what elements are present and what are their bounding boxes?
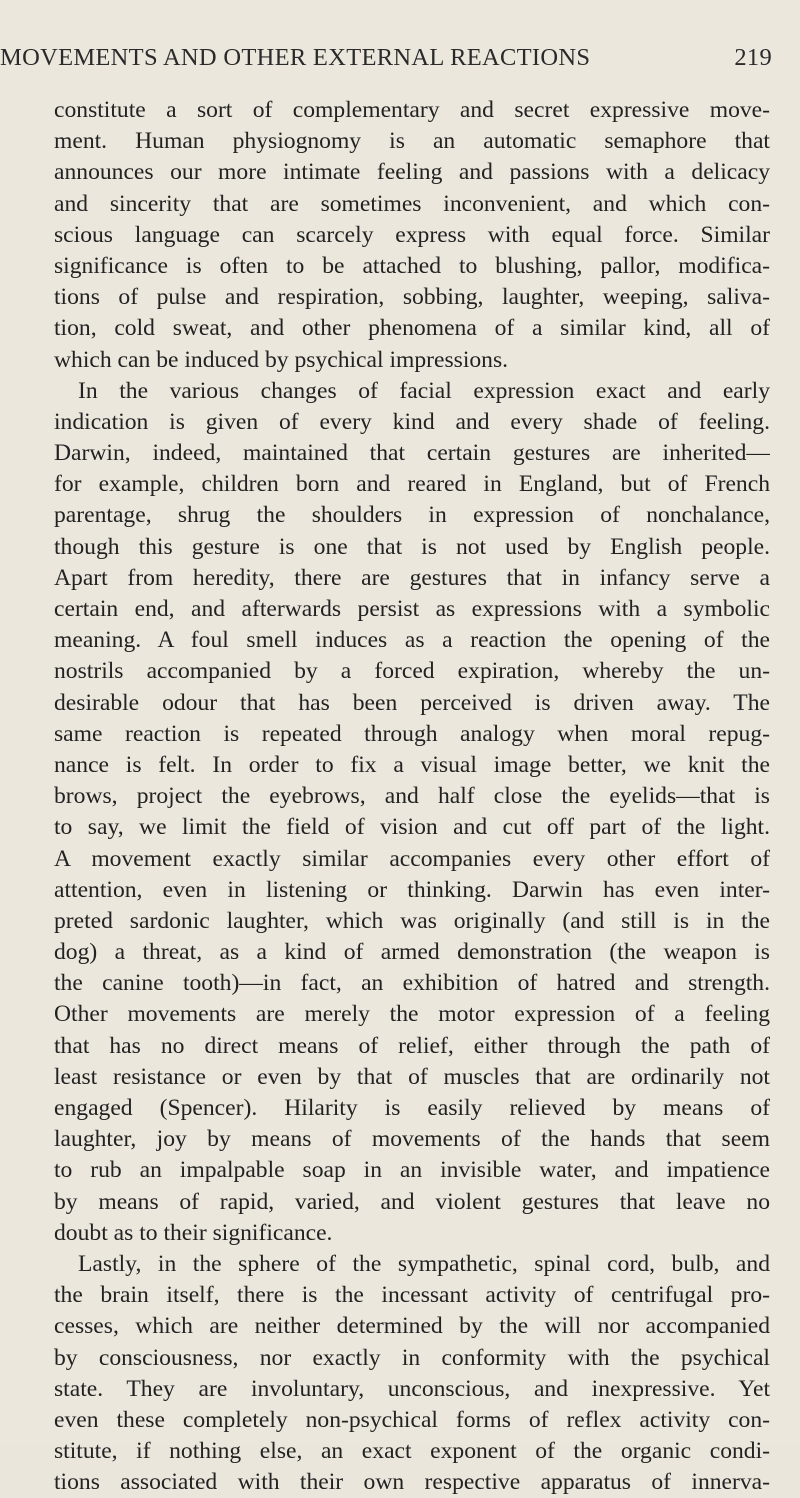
body-text [54,95,770,1498]
text-line: scious language can scarcely express with equal force. Similar [54,221,770,248]
text-line: desirable odour that has been perceived is driven away. The [54,689,770,716]
text-line: cesses, which are neither determined by the will nor accompanied [54,1313,770,1340]
text-line: ment. Human physiognomy is an automatic semaphore that [54,128,770,155]
text-line: doubt as to their significance. [54,1219,333,1246]
text-line: by consciousness, nor exactly in conformity with the psychical [54,1344,770,1371]
text-line: engaged (Spencer). Hilarity is easily relieved by means of [54,1095,770,1121]
text-line: dog) a threat, as a kind of armed demonstration (the weapon is [54,939,770,966]
text-line: even these completely non-psychical forms of reflex activity con- [54,1406,770,1433]
running-head [0,44,772,84]
running-head-title: MOVEMENTS AND OTHER EXTERNAL REACTIONS [0,44,591,71]
text-line: significance is often to be attached to blushing, pallor, modifica- [54,252,770,279]
text-line: which can be induced by psychical impressions. [54,346,509,373]
text-line: same reaction is repeated through analogy when moral repug- [54,720,770,747]
text-line: constitute a sort of complementary and secret expressive move- [54,97,770,123]
text-line: tions of pulse and respiration, sobbing, laughter, weeping, saliva- [54,284,770,311]
text-line: Apart from heredity, there are gestures that in infancy serve a [54,564,770,591]
text-line: stitute, if nothing else, an exact exponent of the organic condi- [54,1438,770,1465]
text-line: preted sardonic laughter, which was originally (and still is in the [54,907,770,934]
text-line: In the various changes of facial expression exact and early [78,377,770,404]
text-line: the canine tooth)—in fact, an exhibition of hatred and strength. [54,970,770,997]
text-line: to say, we limit the field of vision and cut off part of the light. [54,814,770,841]
text-line: by means of rapid, varied, and violent gestures that leave no [54,1188,770,1215]
text-line: the brain itself, there is the incessant activity of centrifugal pro- [54,1282,770,1309]
text-line: attention, even in listening or thinking. Darwin has even inter- [54,876,770,903]
text-line: nance is felt. In order to fix a visual image better, we knit the [54,751,770,778]
text-line: to rub an impalpable soap in an invisible water, and impatience [54,1157,770,1184]
text-line: A movement exactly similar accompanies every other effort of [54,845,770,872]
text-line: that has no direct means of relief, either through the path of [54,1032,770,1059]
text-line: indication is given of every kind and every shade of feeling. [54,408,770,435]
text-line: state. They are involuntary, unconscious, and inexpressive. Yet [54,1375,770,1402]
text-line: tion, cold sweat, and other phenomena of a similar kind, all of [54,315,770,342]
text-line: Other movements are merely the motor expression of a feeling [54,1001,770,1028]
page-number: 219 [734,44,772,71]
text-line: and sincerity that are sometimes inconvenient, and which con- [54,190,770,217]
text-line: Darwin, indeed, maintained that certain gestures are inherited— [54,440,770,467]
text-line: laughter, joy by means of movements of the hands that seem [54,1126,770,1153]
text-line: brows, project the eyebrows, and half close the eyelids—that is [54,783,770,810]
text-line: certain end, and afterwards persist as expressions with a symbolic [54,596,770,622]
text-line: for example, children born and reared in England, but of French [54,471,770,498]
text-line: meaning. A foul smell induces as a reaction the opening of the [54,627,770,654]
text-line: announces our more intimate feeling and passions with a delicacy [54,159,770,186]
text-line: though this gesture is one that is not used by English people. [54,533,770,560]
text-line: Lastly, in the sphere of the sympathetic, spinal cord, bulb, and [78,1250,770,1277]
text-line: least resistance or even by that of muscles that are ordinarily not [54,1063,770,1090]
text-line: tions associated with their own respective apparatus of innerva- [54,1469,770,1496]
text-line: nostrils accompanied by a forced expiration, whereby the un- [54,658,770,685]
text-line: parentage, shrug the shoulders in expression of nonchalance, [54,502,770,529]
